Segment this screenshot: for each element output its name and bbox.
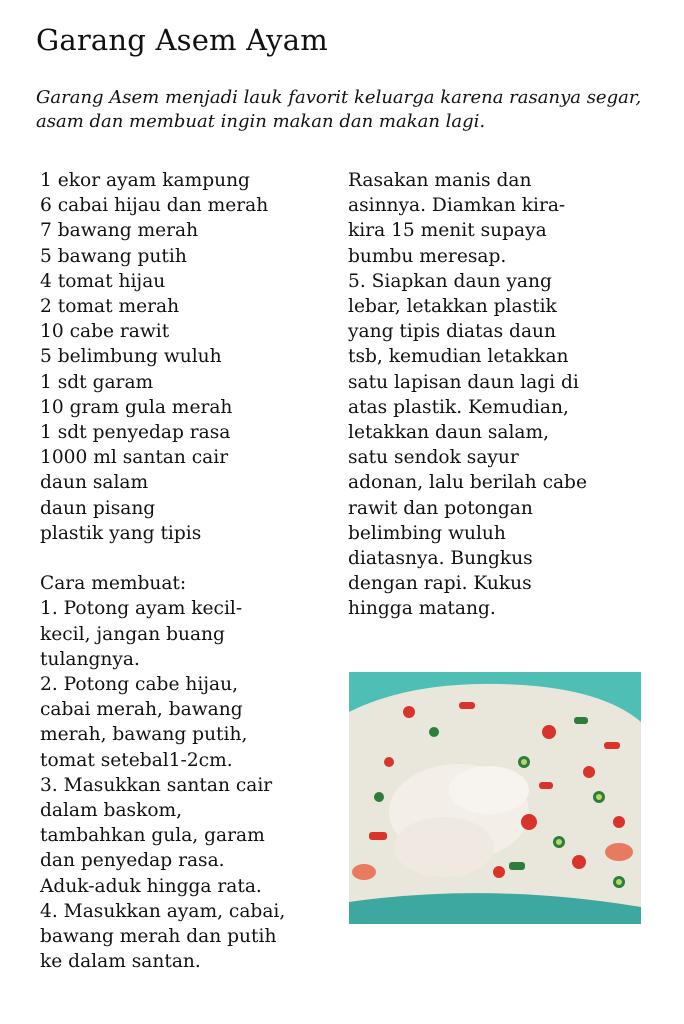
method-line: Aduk-aduk hingga rata. (40, 875, 262, 897)
method-line: merah, bawang putih, (40, 724, 248, 746)
method-line: rawit dan potongan (348, 497, 533, 519)
ingredient-item: 5 belimbung wuluh (40, 346, 222, 368)
method-line: tambahkan gula, garam (40, 825, 265, 847)
method-line: tomat setebal1-2cm. (40, 749, 233, 771)
ingredient-item: 1000 ml santan cair (40, 447, 229, 469)
intro-line: Garang Asem menjadi lauk favorit keluarga karena rasanya segar, (36, 87, 642, 108)
method-line: dalam baskom, (40, 800, 183, 822)
dish-illustration (349, 672, 641, 924)
left-column (40, 168, 330, 974)
method-line: lebar, letakkan plastik (348, 296, 557, 318)
method-line: satu lapisan daun lagi di (348, 371, 579, 393)
method-line: atas plastik. Kemudian, (348, 396, 569, 418)
ingredient-item: 1 ekor ayam kampung (40, 170, 250, 191)
page-title: Garang Asem Ayam (36, 23, 328, 57)
method-line: bawang merah dan putih (40, 926, 277, 948)
method-line: cabai merah, bawang (40, 699, 243, 721)
method-line: kira 15 menit supaya (348, 220, 547, 242)
method-line: adonan, lalu berilah cabe (348, 472, 587, 494)
ingredient-item: daun salam (40, 472, 149, 494)
dish-photo (349, 672, 641, 924)
ingredient-item: plastik yang tipis (40, 522, 202, 544)
method-line: belimbing wuluh (348, 522, 506, 544)
method-line: 1. Potong ayam kecil- (40, 598, 243, 620)
ingredient-item: 4 tomat hijau (40, 270, 166, 292)
ingredient-item: 1 sdt garam (40, 371, 154, 393)
method-line: 3. Masukkan santan cair (40, 774, 273, 796)
method-line: dan penyedap rasa. (40, 850, 225, 872)
ingredient-item: 10 cabe rawit (40, 321, 170, 343)
method-line: kecil, jangan buang (40, 623, 225, 645)
method-line: 4. Masukkan ayam, cabai, (40, 900, 286, 922)
right-column (348, 168, 648, 622)
method-line: 5. Siapkan daun yang (348, 270, 552, 292)
ingredient-item: daun pisang (40, 497, 156, 519)
method-steps-left (40, 596, 330, 974)
ingredients-list (40, 168, 330, 546)
method-line: ke dalam santan. (40, 951, 201, 973)
method-line: 2. Potong cabe hijau, (40, 674, 239, 696)
ingredient-item: 5 bawang putih (40, 245, 187, 267)
ingredient-item: 1 sdt penyedap rasa (40, 422, 231, 444)
ingredient-item: 6 cabai hijau dan merah (40, 195, 269, 217)
method-line: diatasnya. Bungkus (348, 548, 533, 570)
ingredient-item: 7 bawang merah (40, 220, 199, 242)
spacer (40, 546, 330, 571)
method-line: Rasakan manis dan (348, 170, 532, 191)
method-line: tsb, kemudian letakkan (348, 346, 569, 368)
method-line: tulangnya. (40, 648, 140, 670)
method-line: bumbu meresap. (348, 245, 507, 267)
method-line: hingga matang. (348, 598, 496, 620)
method-line: yang tipis diatas daun (348, 321, 556, 343)
ingredient-item: 2 tomat merah (40, 296, 180, 318)
intro-text (36, 86, 656, 134)
method-line: satu sendok sayur (348, 447, 519, 469)
method-line: asinnya. Diamkan kira- (348, 195, 566, 217)
ingredient-item: 10 gram gula merah (40, 396, 233, 418)
method-line: letakkan daun salam, (348, 422, 550, 444)
method-heading: Cara membuat: (40, 573, 187, 595)
intro-line: asam dan membuat ingin makan dan makan lagi. (36, 111, 486, 132)
method-line: dengan rapi. Kukus (348, 573, 532, 595)
